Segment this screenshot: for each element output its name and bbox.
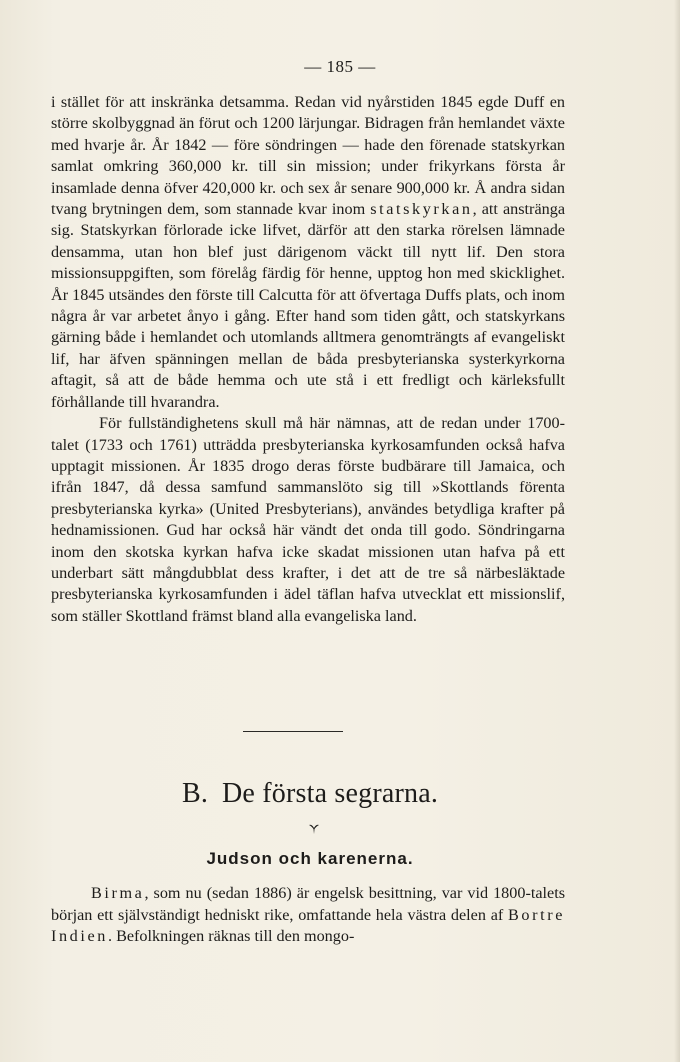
page-number: — 185 — — [304, 57, 376, 76]
section-letter: B. — [181, 778, 209, 809]
spaced-word-birma: Birma — [91, 884, 145, 902]
paragraph-1-part-b: , att anstränga sig. Statskyrkan förlorade icke lifvet, därför att den starka rörelsen lämnade densamma, utan hon blef just därigenom väckt till nytt lif. Den stora missionsuppgiften, som förelåg färdig för henne, upptog hon med skicklighet. År 1845 utsändes den förste till Calcutta för att öfvertaga Duffs plats, och inom några år var arbetet ånyo i gång. Efter hand som tiden gått, och statskyrkans gärning både i hemlandet och utomlands alltmera genomträngts af evangeliskt lif, har äfven spänningen mellan de båda presbyterianska systerkyrkorna aftagit, så att de både hemma och ute stå i ett fredligt och kärleksfullt förhållande till hvarandra. — [51, 200, 566, 411]
paragraph-1-part-a: i stället för att inskränka detsamma. Redan vid nyårstiden 1845 egde Duff en större skolbyggnad än förut och 1200 lärjungar. Bidragen från hemlandet växte med hvarje år. År 1842 — före söndringen — hade den förenade statskyrkan samlat omkring 360,000 kr. till sin mission; under frikyrkans första år insamlade denna öfver 420,000 kr. och sex år senare 900,000 kr. Å andra sidan tvang brytningen dem, som stannade kvar inom — [51, 93, 565, 219]
intro-part-a: , som nu (sedan 1886) är engelsk besittning, var vid 1800-talets början ett självständigt hedniskt rike, omfattande hela västra delen af — [51, 884, 565, 924]
intro-text — [51, 883, 565, 948]
fleuron-icon-svg — [308, 823, 320, 835]
intro-paragraph — [51, 883, 565, 948]
intro-part-b: . Befolkningen räknas till den mongo- — [107, 927, 355, 946]
section-heading — [0, 778, 620, 810]
paragraph-1 — [51, 92, 565, 413]
subsection-title: Judson och karenerna. — [206, 849, 414, 868]
fleuron-icon — [308, 822, 320, 834]
paragraph-2: För fullständighetens skull må här nämnas, att de redan under 1700-talet (1733 och 1761) utträdda presbyterianska kyrkosamfunden också hafva upptagit missionen. År 1835 drogo deras förste budbärare till Jamaica, och ifrån 1847, då dessa samfund sammanslöto sig till »Skottlands förenta presbyterianska kyrka» (United Presbyterians), användes betydliga krafter på hednamissionen. Gud har också här vändt det onda till godo. Söndringarna inom den skotska kyrkan hafva icke skadat missionen utan hafva på ett underbart sätt mångdubblat dess krafter, i det att de tre så närbesläktade presbyterianska kyrkosamfunden i ädel täflan hafva utvecklat ett missionslif, som ställer Skottland främst bland alla evangeliska land. — [51, 414, 565, 625]
page-edge-shadow — [674, 0, 680, 1062]
section-divider-rule — [243, 731, 343, 732]
spaced-words-bortre-indien: Bortre Indien — [51, 905, 565, 946]
spaced-word-statskyrkan: statskyrkan — [370, 200, 473, 219]
section-title: De första segrarna. — [222, 778, 439, 809]
body-text — [51, 92, 565, 627]
